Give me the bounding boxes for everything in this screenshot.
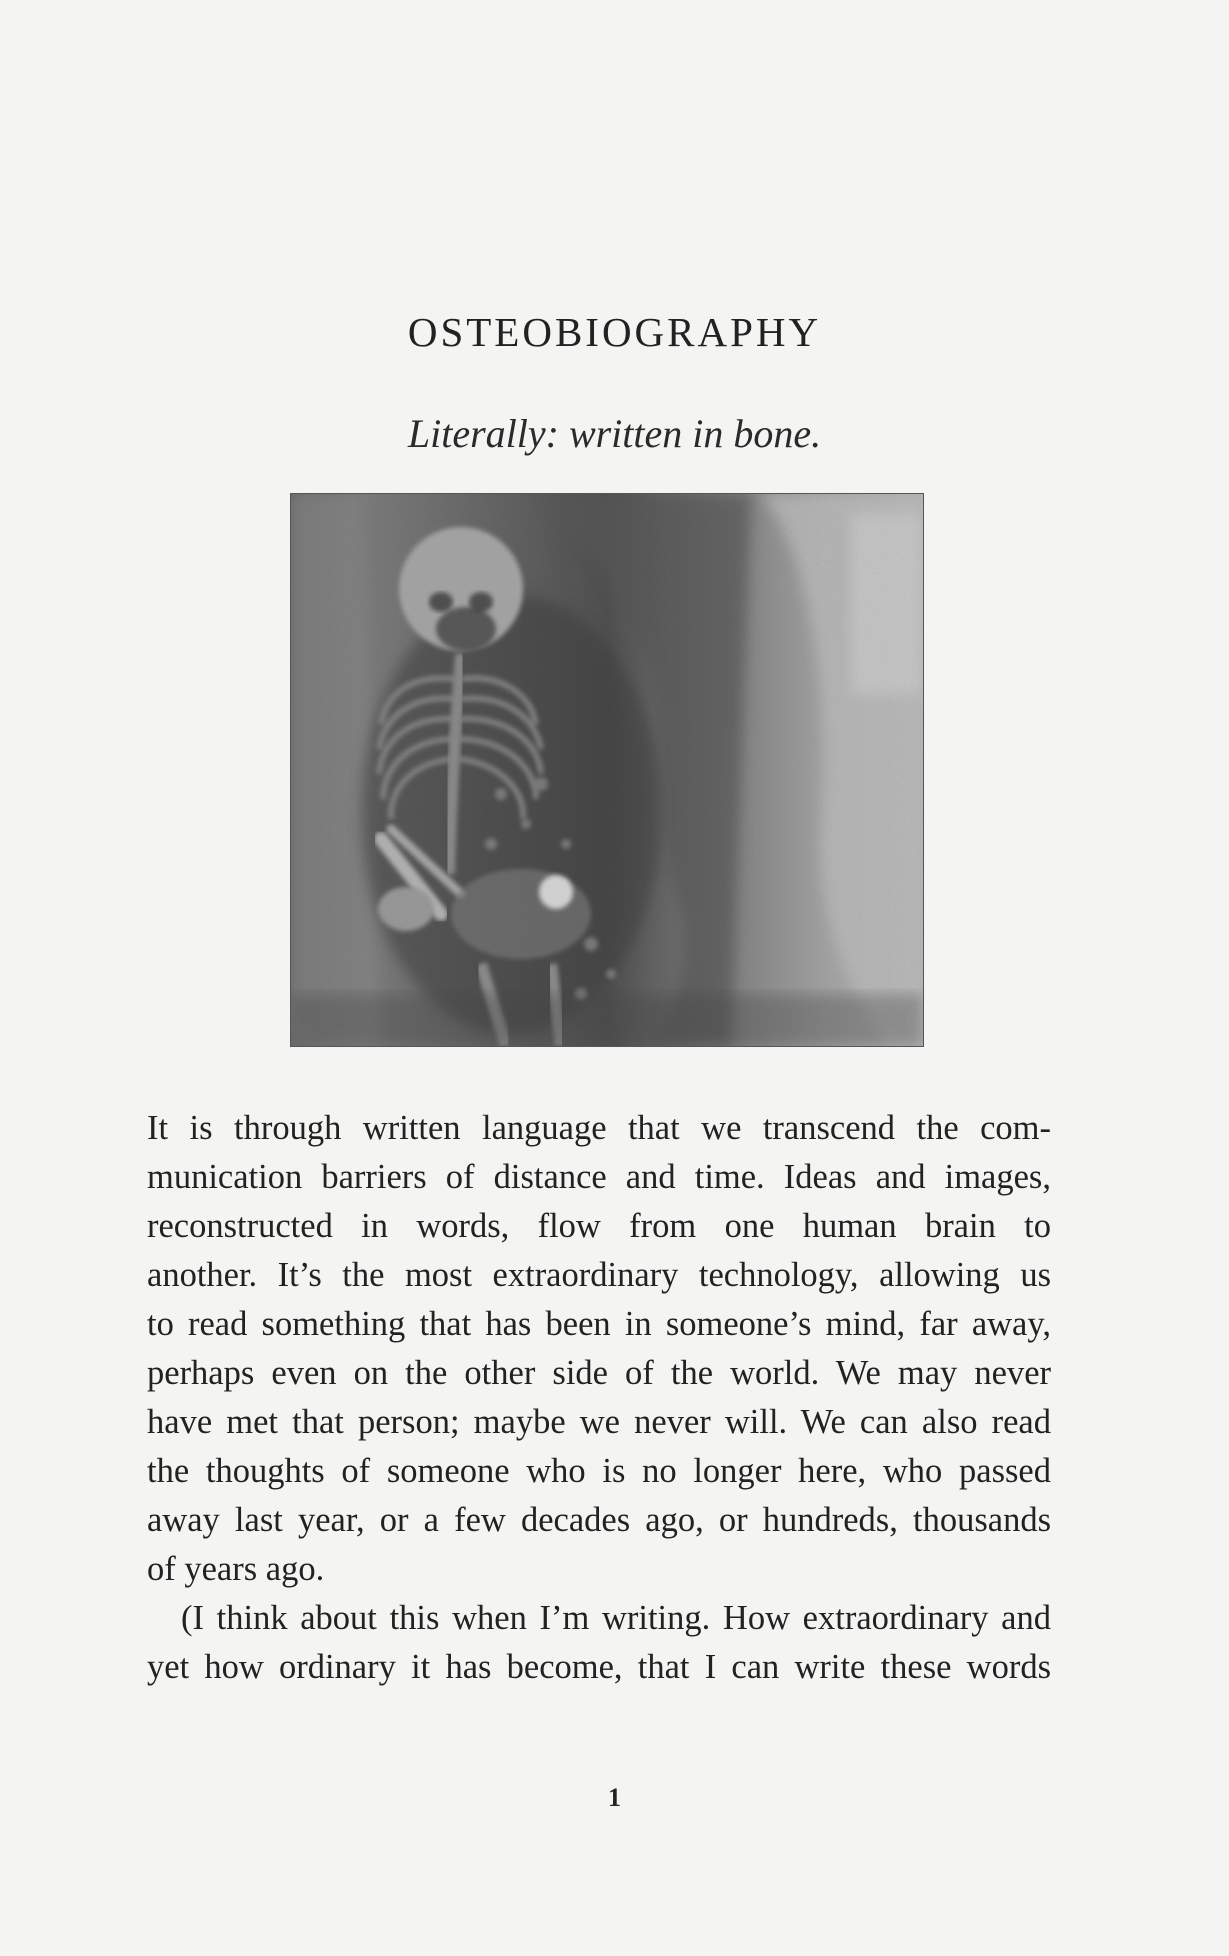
text-line: (I think about this when I’m writing. How extraordinary and — [181, 1599, 1051, 1637]
text-line: to read something that has been in someone’s mind, far away, — [147, 1305, 1051, 1343]
chapter-title: OSTEOBIOGRAPHY — [407, 309, 822, 355]
body-text — [147, 1104, 1051, 1692]
text-line: munication barriers of distance and time. Ideas and images, — [147, 1158, 1051, 1196]
text-line: reconstructed in words, flow from one human brain to — [147, 1207, 1051, 1245]
skeleton-burial-photo — [290, 493, 924, 1047]
text-line: another. It’s the most extraordinary technology, allowing us — [147, 1256, 1051, 1294]
text-line: perhaps even on the other side of the world. We may never — [147, 1354, 1051, 1392]
page-number: 1 — [608, 1783, 621, 1812]
skeleton-photo-illustration — [291, 494, 923, 1046]
epigraph: Literally: written in bone. — [407, 411, 822, 456]
text-line: of years ago. — [147, 1550, 325, 1588]
text-line: the thoughts of someone who is no longer here, who passed — [147, 1452, 1051, 1490]
text-line: away last year, or a few decades ago, or hundreds, thousands — [147, 1501, 1051, 1539]
text-line: It is through written language that we transcend the com- — [147, 1109, 1051, 1147]
text-line: yet how ordinary it has become, that I can write these words — [147, 1648, 1051, 1686]
text-line: have met that person; maybe we never will. We can also read — [147, 1403, 1051, 1441]
